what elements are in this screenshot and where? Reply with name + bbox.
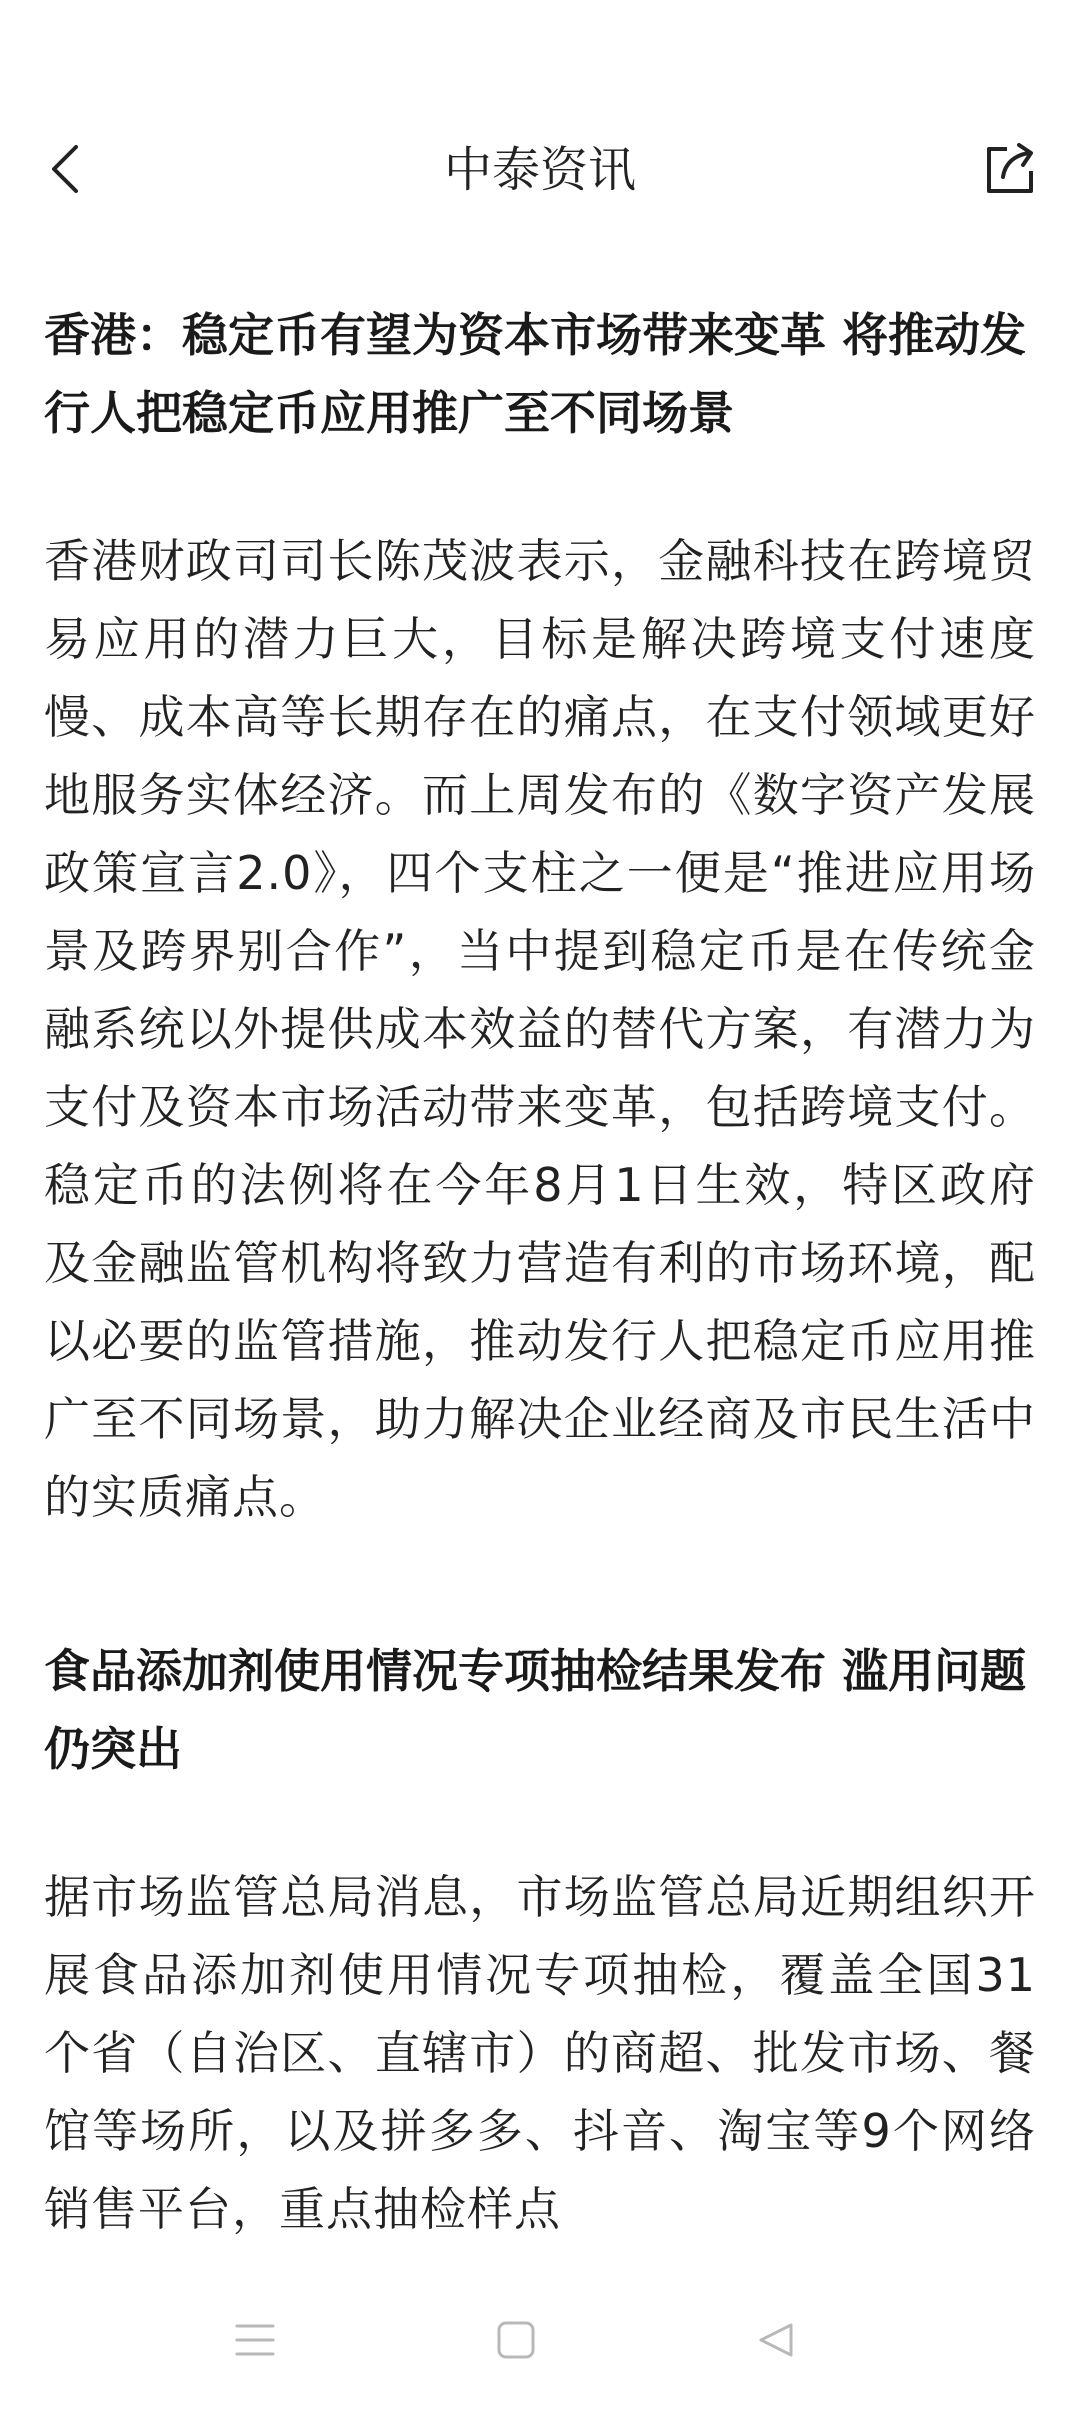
share-icon	[981, 141, 1037, 197]
square-icon	[496, 2320, 536, 2360]
article-body: 据市场监管总局消息，市场监管总局近期组织开展食品添加剂使用情况专项抽检，覆盖全国31个省（自治区、直辖市）的商超、批发市场、餐馆等场所，以及拼多多、抖音、淘宝等9个网络销售平台，重点抽检样点	[44, 1870, 1036, 2236]
triangle-back-icon	[756, 2320, 796, 2360]
status-bar	[0, 0, 1080, 120]
header-bar	[0, 120, 1080, 220]
article-content	[44, 296, 1036, 2270]
share-button[interactable]	[974, 134, 1044, 204]
nav-back-button[interactable]	[736, 2300, 816, 2380]
article-body: 香港财政司司长陈茂波表示，金融科技在跨境贸易应用的潜力巨大，目标是解决跨境支付速度慢、成本高等长期存在的痛点，在支付领域更好地服务实体经济。而上周发布的《数字资产发展政策宣言2.0》，四个支柱之一便是“推进应用场景及跨界别合作”，当中提到稳定币是在传统金融系统以外提供成本效益的替代方案，有潜力为支付及资本市场活动带来变革，包括跨境支付。稳定币的法例将在今年8月1日生效，特区政府及金融监管机构将致力营造有利的市场环境，配以必要的监管措施，推动发行人把稳定币应用推广至不同场景，助力解决企业经商及市民生活中的实质痛点。	[44, 534, 1036, 1524]
article-headline[interactable]: 食品添加剂使用情况专项抽检结果发布 滥用问题仍突出	[44, 1644, 1027, 1776]
nav-home-button[interactable]	[476, 2300, 556, 2380]
menu-icon	[235, 2322, 275, 2358]
article-headline[interactable]: 香港：稳定币有望为资本市场带来变革 将推动发行人把稳定币应用推广至不同场景	[44, 308, 1027, 440]
page-title: 中泰资讯	[443, 142, 636, 198]
nav-menu-button[interactable]	[215, 2300, 295, 2380]
system-navigation-bar	[0, 2270, 1080, 2412]
back-button[interactable]	[36, 134, 96, 204]
chevron-left-icon	[48, 143, 84, 195]
